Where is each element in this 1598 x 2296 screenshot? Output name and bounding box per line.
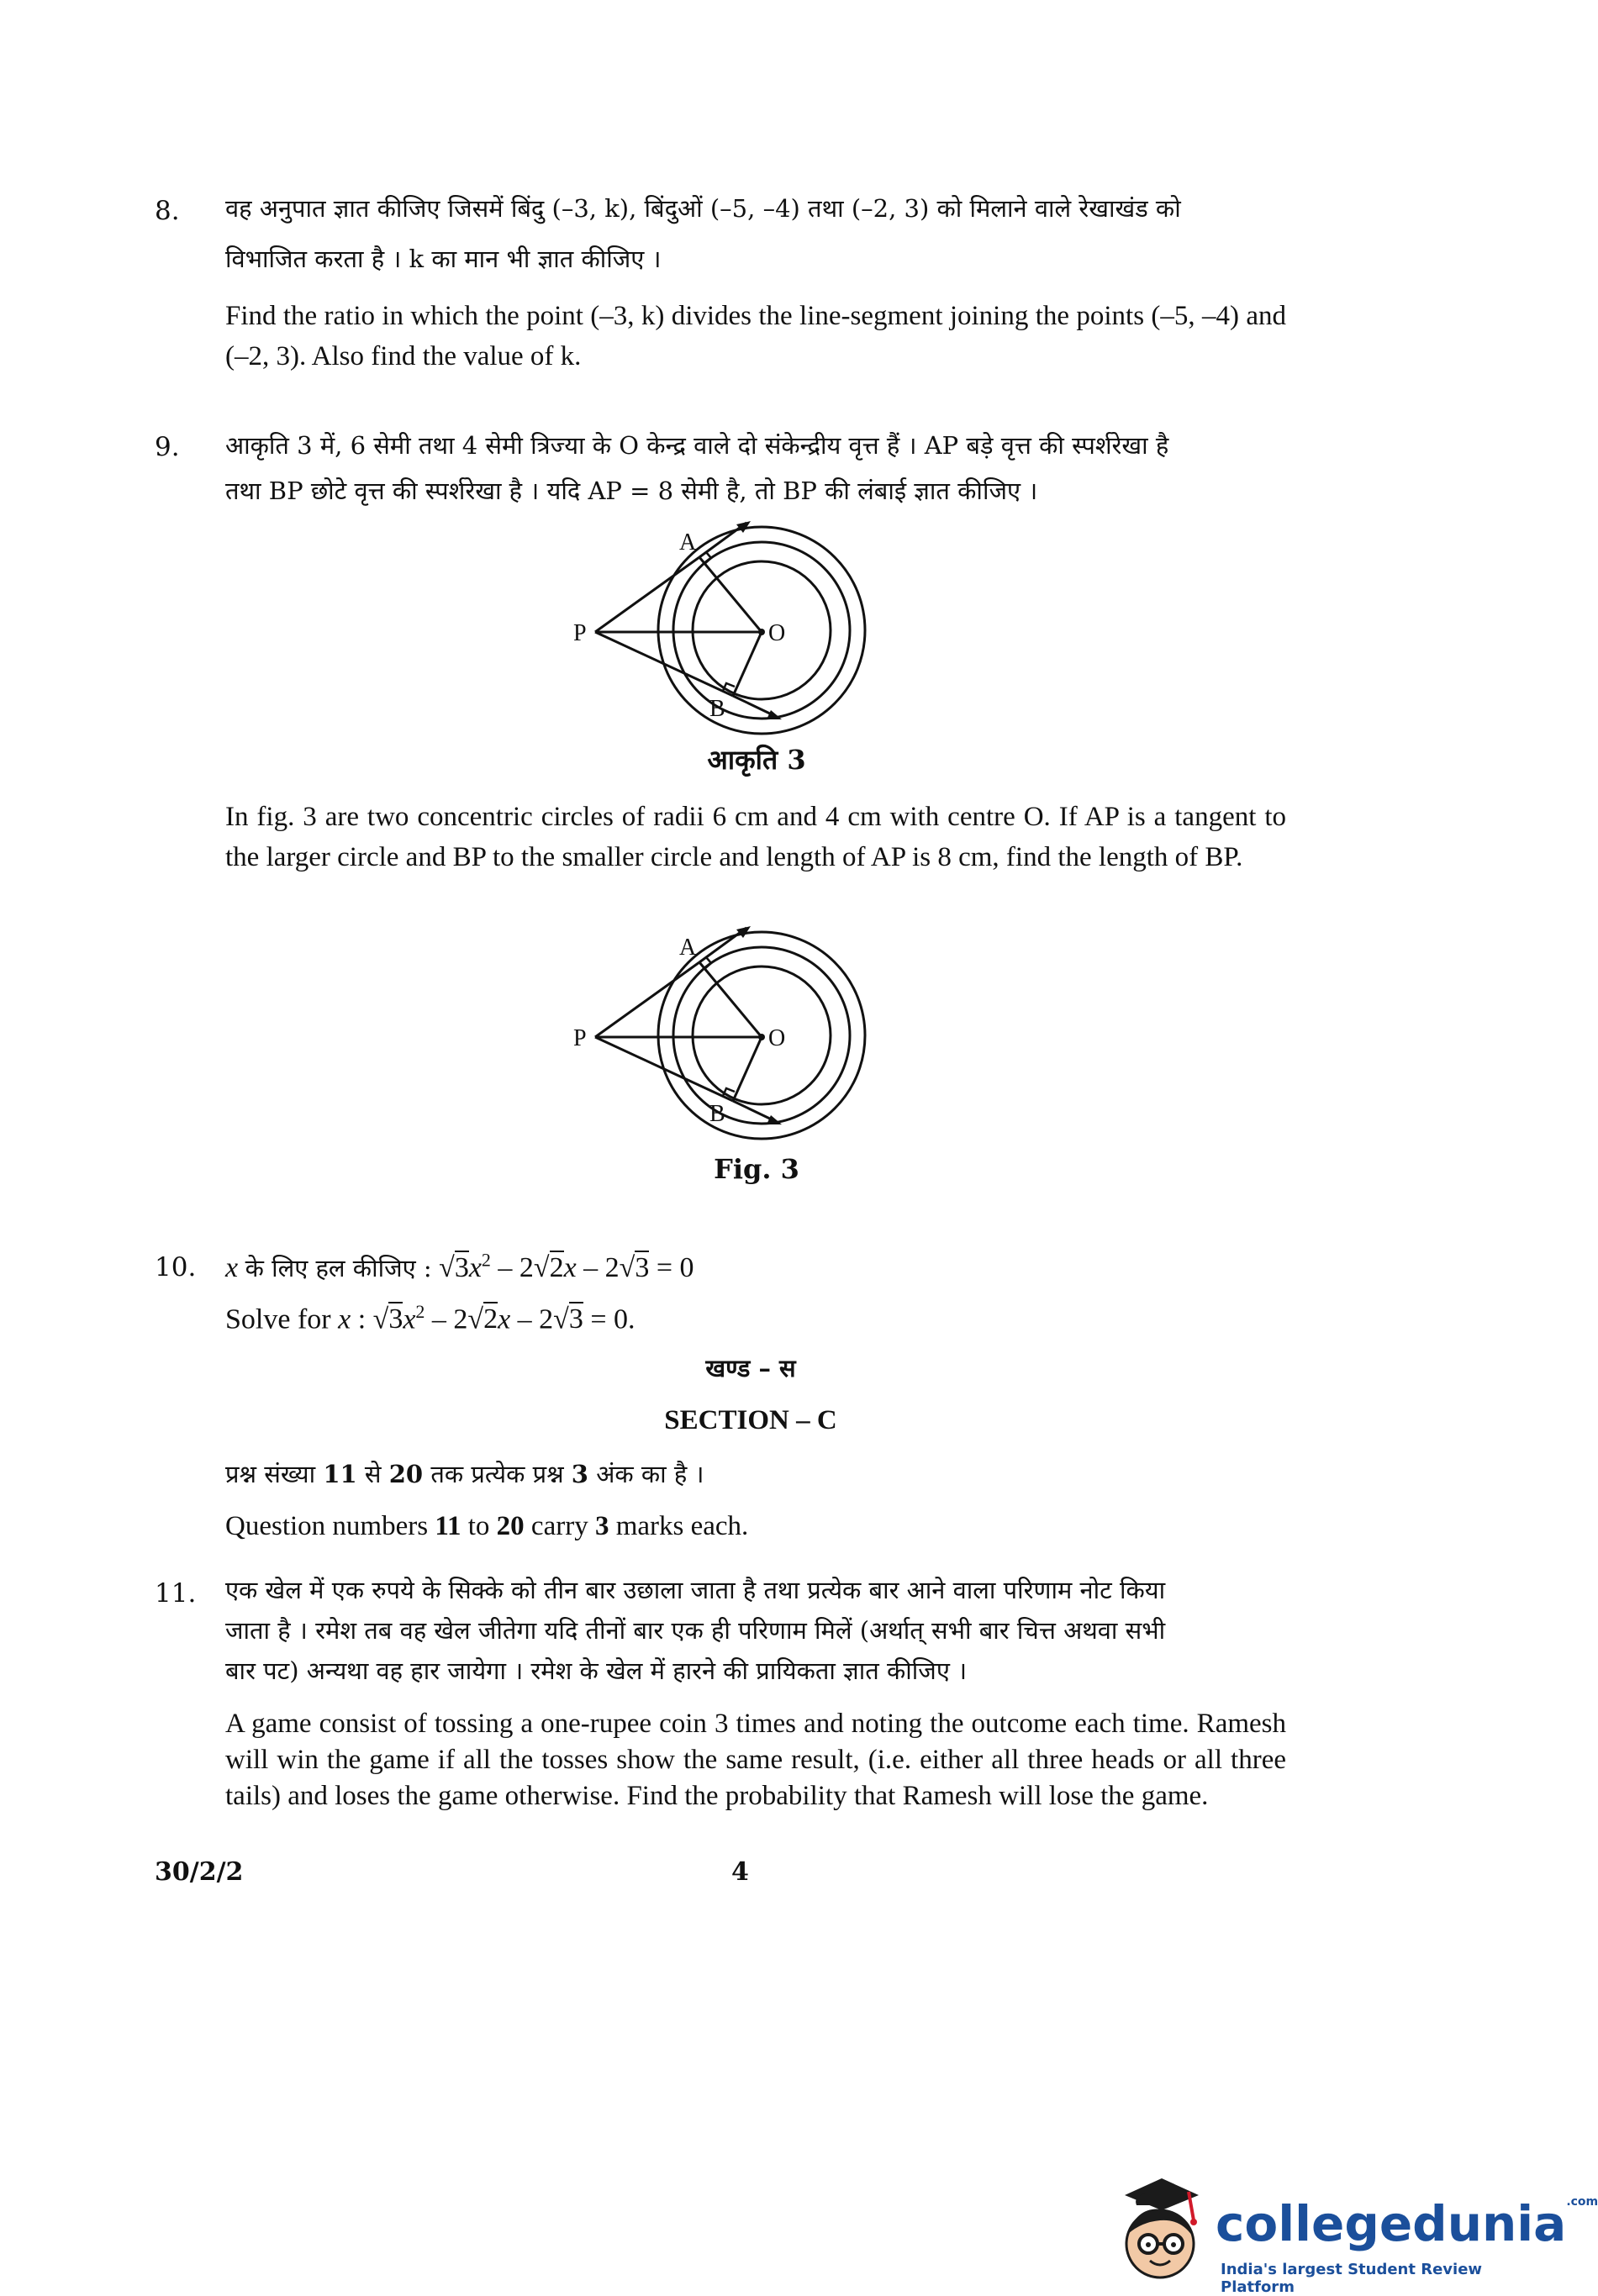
label-b: B (709, 696, 725, 722)
note-text: अंक का है । (596, 1460, 704, 1488)
note-number: 11 (435, 1511, 461, 1541)
question-9-english: In fig. 3 are two concentric circles of radii 6 cm and 4 cm with centre O. If AP is a tangent to the larger circle and BP to the smaller circle and length of AP is 8 cm, find the length of BP. (225, 802, 1286, 872)
term: – 2 (517, 1303, 554, 1335)
question-11-hindi-line3: बार पट) अन्यथा वह हार जायेगा । रमेश के खेल में हारने की प्रायिकता ज्ञात कीजिए । (225, 1656, 968, 1685)
section-title-hindi: खण्ड – स (705, 1354, 796, 1382)
note-number: 3 (594, 1511, 609, 1541)
note-text: तक प्रत्येक प्रश्न (430, 1460, 564, 1488)
section-title-english: SECTION – C (664, 1405, 837, 1435)
question-11-hindi-line2: जाता है । रमेश तब वह खेल जीतेगा यदि तीनों बार एक ही परिणाम मिलें (अर्थात् सभी बार चित्त अथवा सभी (225, 1616, 1166, 1645)
radicand: 3 (635, 1252, 650, 1283)
note-number: 3 (571, 1460, 588, 1488)
label-a: A (679, 935, 697, 961)
variable-x: x (563, 1252, 577, 1283)
exponent: 2 (481, 1249, 491, 1271)
colon: : (357, 1303, 367, 1335)
question-8-english: Find the ratio in which the point (–3, k) divides the line-segment joining the points (–5, –4) and (–2, 3). Also find the value of k. (225, 301, 1286, 371)
label-b: B (709, 1101, 725, 1127)
variable-x: x (403, 1303, 416, 1335)
tangent-pb (595, 1037, 733, 1101)
tangent-pa (595, 557, 699, 632)
radicand: 3 (454, 1252, 469, 1283)
figure-caption-english: Fig. 3 (714, 1153, 799, 1185)
question-8-hindi-line1: वह अनुपात ज्ञात कीजिए जिसमें बिंदु (–3, k), बिंदुओं (–5, –4) तथा (–2, 3) को मिलाने वाले रेखाखंड को (225, 194, 1181, 223)
figure-3-english (555, 926, 891, 1161)
note-text: Question numbers (225, 1511, 429, 1541)
radicand: 2 (549, 1252, 564, 1283)
note-number: 20 (388, 1460, 424, 1488)
note-text: प्रश्न संख्या (225, 1460, 316, 1488)
note-text: marks each. (615, 1511, 749, 1541)
radius-ob (733, 1037, 762, 1101)
note-text: से (364, 1460, 382, 1488)
sqrt-icon: √ (533, 1252, 550, 1283)
figure-3-hindi (555, 521, 891, 756)
label-o: O (768, 1025, 786, 1051)
radicand: 2 (483, 1303, 498, 1335)
term: – 2 (583, 1252, 620, 1283)
figure-caption-hindi: आकृति 3 (707, 744, 806, 776)
page-number: 4 (731, 1857, 749, 1887)
variable-x: x (498, 1303, 511, 1335)
tangent-pb (595, 632, 733, 696)
question-8-number: 8. (155, 196, 180, 226)
note-number: 20 (496, 1511, 525, 1541)
question-9-hindi-line2: तथा BP छोटे वृत्त की स्पर्शरेखा है । यदि AP = 8 सेमी है, तो BP की लंबाई ज्ञात कीजिए । (225, 477, 1038, 505)
tangent-pa (595, 962, 699, 1037)
note-number: 11 (323, 1460, 357, 1488)
question-9-number: 9. (155, 432, 180, 462)
sqrt-icon: √ (372, 1303, 389, 1335)
sqrt-icon: √ (439, 1252, 455, 1283)
section-note-hindi (225, 1452, 1286, 1497)
question-11-english: A game consist of tossing a one-rupee coin 3 times and noting the outcome each time. Ramesh will win the game if all the tosses show the same result, (i.e. either all three heads or all three tails) and loses the game otherwise. Find the probability that Ramesh will lose the game. (225, 1709, 1286, 1811)
sqrt-icon: √ (467, 1303, 484, 1335)
logo-name: collegedunia (1216, 2195, 1567, 2252)
note-text: to (467, 1511, 490, 1541)
variable-x: x (225, 1252, 239, 1283)
centre-point (758, 629, 765, 635)
paper-code: 30/2/2 (155, 1857, 244, 1887)
term: – 2 (431, 1303, 468, 1335)
arrowhead-b (767, 710, 782, 719)
sqrt-icon: √ (553, 1303, 569, 1335)
question-11-hindi-line1: एक खेल में एक रुपये के सिक्के को तीन बार उछाला जाता है तथा प्रत्येक बार आने वाला परिणाम नोट किया (225, 1576, 1166, 1604)
question-10-hindi (225, 1246, 694, 1291)
label-p: P (573, 620, 587, 646)
equals: = 0. (590, 1303, 636, 1335)
variable-x: x (338, 1303, 351, 1335)
term: – 2 (498, 1252, 534, 1283)
label-o: O (768, 620, 786, 646)
variable-x: x (468, 1252, 482, 1283)
question-11-number: 11. (155, 1578, 197, 1609)
question-10-english-prefix: Solve for (225, 1303, 331, 1335)
logo-suffix: .com (1566, 2195, 1598, 2209)
radicand: 3 (388, 1303, 403, 1335)
arrowhead-b (767, 1115, 782, 1124)
equals: = 0 (656, 1252, 694, 1283)
label-p: P (573, 1025, 587, 1051)
collegedunia-logo (1108, 2172, 1598, 2296)
sqrt-icon: √ (619, 1252, 636, 1283)
question-10-hindi-prefix: के लिए हल कीजिए : (245, 1254, 432, 1282)
student-mascot-icon (1108, 2172, 1209, 2289)
centre-point (758, 1034, 765, 1040)
radius-ob (733, 632, 762, 696)
logo-tagline: India's largest Student Review Platform (1221, 2261, 1483, 2296)
question-10-number: 10. (155, 1252, 197, 1282)
note-text: carry (530, 1511, 588, 1541)
logo-wordmark (1216, 2195, 1598, 2252)
label-a: A (679, 529, 697, 556)
question-8-hindi-line2: विभाजित करता है । k का मान भी ज्ञात कीजिए । (225, 245, 662, 273)
exponent: 2 (415, 1301, 425, 1322)
radicand: 3 (568, 1303, 583, 1335)
question-10-english (225, 1301, 636, 1335)
question-9-hindi-line1: आकृति 3 में, 6 सेमी तथा 4 सेमी त्रिज्या के O केन्द्र वाले दो संकेन्द्रीय वृत्त हैं । AP बड़े वृत्त की स्पर्शरेखा है (225, 431, 1169, 460)
section-note-english (225, 1506, 1286, 1546)
